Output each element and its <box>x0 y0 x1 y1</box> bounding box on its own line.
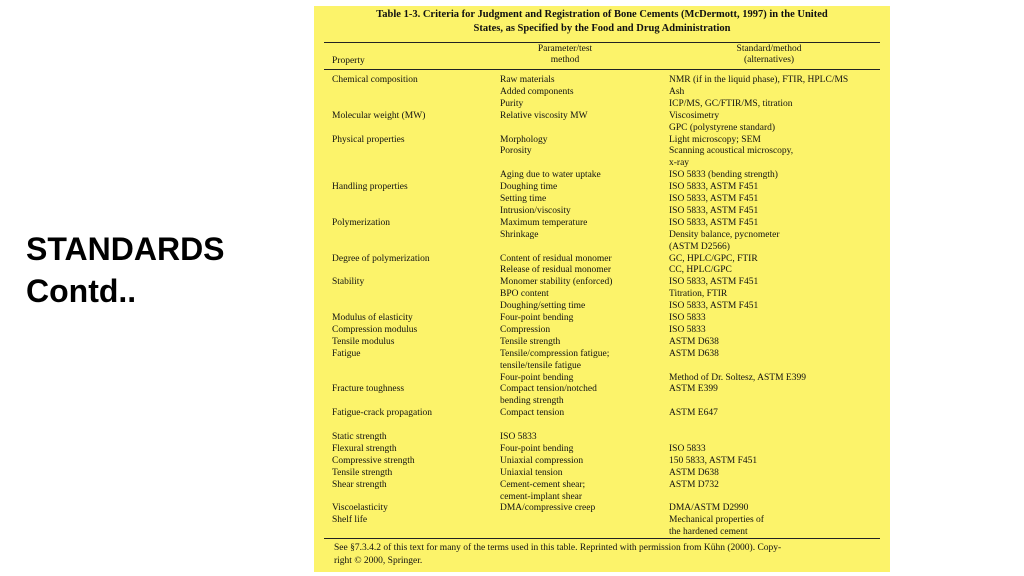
table-row <box>314 467 890 479</box>
cell-parameter: Monomer stability (enforced) <box>500 277 613 288</box>
cell-standard: Mechanical properties of <box>669 515 764 526</box>
table-row <box>314 479 890 491</box>
cell-property: Compressive strength <box>332 455 415 466</box>
cell-parameter: Maximum temperature <box>500 217 588 228</box>
cell-standard: Viscosimetry <box>669 110 720 121</box>
table-row <box>314 193 890 205</box>
cell-property: Flexural strength <box>332 443 397 454</box>
cell-parameter: Compact tension/notched <box>500 384 597 395</box>
cell-parameter: Four-point bending <box>500 313 574 323</box>
cell-standard: ISO 5833, ASTM F451 <box>669 194 759 204</box>
cell-standard: Ash <box>669 86 685 97</box>
table-row <box>314 514 890 526</box>
cell-standard: Light microscopy; SEM <box>669 134 761 145</box>
cell-standard: ASTM E647 <box>669 408 718 419</box>
cell-parameter: Intrusion/viscosity <box>500 205 571 216</box>
cell-standard: Method of Dr. Soltesz, ASTM E399 <box>669 372 806 383</box>
table-row <box>314 383 890 395</box>
table-row <box>314 122 890 134</box>
table-row <box>314 372 890 384</box>
cell-standard: ISO 5833, ASTM F451 <box>669 217 759 228</box>
table-row <box>314 229 890 241</box>
cell-parameter: Porosity <box>500 146 532 157</box>
cell-parameter: Doughing time <box>500 182 558 193</box>
header-parameter <box>500 44 630 66</box>
cell-parameter: Purity <box>500 98 524 109</box>
cell-parameter: Compression <box>500 324 551 335</box>
cell-standard: CC, HPLC/GPC <box>669 265 732 276</box>
cell-standard: ISO 5833 <box>669 324 706 335</box>
cell-standard: ASTM D638 <box>669 467 719 478</box>
cell-standard: ISO 5833 <box>669 443 706 454</box>
cell-parameter: Setting time <box>500 194 547 204</box>
cell-property: Chemical composition <box>332 75 418 85</box>
table-row <box>314 300 890 312</box>
cell-property: Tensile strength <box>332 467 393 478</box>
cell-standard: ISO 5833, ASTM F451 <box>669 301 759 312</box>
table-image-panel <box>314 6 890 572</box>
table-row <box>314 276 890 288</box>
table-row <box>314 110 890 122</box>
cell-property: Molecular weight (MW) <box>332 110 426 121</box>
table-row <box>314 395 890 407</box>
cell-standard: DMA/ASTM D2990 <box>669 503 749 514</box>
cell-standard: ASTM D638 <box>669 348 719 359</box>
table-row <box>314 431 890 443</box>
cell-parameter: Raw materials <box>500 75 555 85</box>
table-row <box>314 443 890 455</box>
cell-property: Handling properties <box>332 182 408 193</box>
slide-title-line-2: Contd.. <box>26 273 137 309</box>
table-caption <box>314 8 890 36</box>
table-row <box>314 312 890 324</box>
cell-property: Polymerization <box>332 217 391 228</box>
cell-standard: Titration, FTIR <box>669 289 728 300</box>
cell-property: Stability <box>332 277 365 288</box>
table-footnote-line-2: right © 2000, Springer. <box>334 556 423 566</box>
table-caption-line-1: Table 1-3. Criteria for Judgment and Registration of Bone Cements (McDermott, 1997) in the United <box>376 9 828 20</box>
cell-parameter: DMA/compressive creep <box>500 503 596 514</box>
table-row <box>314 241 890 253</box>
cell-parameter: Tensile strength <box>500 336 561 347</box>
table-row <box>314 217 890 229</box>
cell-property: Shelf life <box>332 515 368 526</box>
cell-property: Fracture toughness <box>332 384 405 395</box>
table-caption-line-2: States, as Specified by the Food and Drug Administration <box>473 23 731 34</box>
header-standard-line-1: Standard/method <box>736 44 802 54</box>
cell-property: Static strength <box>332 432 387 442</box>
cell-standard: ISO 5833, ASTM F451 <box>669 182 759 193</box>
table-bottom-rule <box>324 538 880 539</box>
table-row <box>314 157 890 169</box>
table-row <box>314 264 890 276</box>
cell-parameter: Content of residual monomer <box>500 253 612 264</box>
cell-parameter: Added components <box>500 86 574 97</box>
header-parameter-line-2: method <box>550 55 580 65</box>
table-row <box>314 526 890 538</box>
cell-standard: ISO 5833, ASTM F451 <box>669 277 759 288</box>
table-row <box>314 502 890 514</box>
cell-property: Physical properties <box>332 134 405 145</box>
cell-standard: the hardened cement <box>669 527 748 538</box>
table-row <box>314 86 890 98</box>
table-row <box>314 360 890 372</box>
cell-standard: Density balance, pycnometer <box>669 229 780 240</box>
cell-parameter: bending strength <box>500 396 564 407</box>
table-row <box>314 181 890 193</box>
cell-standard: ASTM E399 <box>669 384 718 395</box>
table-row <box>314 253 890 265</box>
cell-property: Tensile modulus <box>332 336 395 347</box>
cell-parameter: Release of residual monomer <box>500 265 612 276</box>
cell-standard: ISO 5833 <box>669 313 706 323</box>
table-row <box>314 145 890 157</box>
cell-parameter: Uniaxial tension <box>500 467 563 478</box>
cell-property: Viscoelasticity <box>332 503 388 514</box>
cell-parameter: Tensile/compression fatigue; <box>500 348 610 359</box>
header-parameter-line-1: Parameter/test <box>537 44 593 54</box>
cell-parameter: Cement-cement shear; <box>500 479 586 490</box>
table-row <box>314 134 890 146</box>
table-row <box>314 419 890 431</box>
table-header-rule <box>324 69 880 70</box>
cell-parameter: Four-point bending <box>500 372 574 383</box>
table-row <box>314 348 890 360</box>
cell-property: Fatigue-crack propagation <box>332 408 432 419</box>
cell-standard: Scanning acoustical microscopy, <box>669 146 794 157</box>
table-row <box>314 205 890 217</box>
cell-standard: 150 5833, ASTM F451 <box>669 455 758 466</box>
cell-standard: GC, HPLC/GPC, FTIR <box>669 253 758 264</box>
table-row <box>314 324 890 336</box>
cell-standard: x-ray <box>669 158 690 169</box>
cell-parameter: tensile/tensile fatigue <box>500 360 581 371</box>
cell-standard: ASTM D638 <box>669 336 719 347</box>
table-row <box>314 74 890 86</box>
table-row <box>314 491 890 503</box>
table-row <box>314 98 890 110</box>
table-footnote <box>334 542 874 568</box>
slide-title <box>26 228 225 312</box>
table-row <box>314 407 890 419</box>
table-footnote-line-1: See §7.3.4.2 of this text for many of the terms used in this table. Reprinted with permission from Kühn (2000). Copy- <box>334 543 782 553</box>
cell-parameter: Compact tension <box>500 408 565 419</box>
cell-property: Modulus of elasticity <box>332 313 413 323</box>
cell-parameter: Morphology <box>500 134 548 145</box>
cell-property: Fatigue <box>332 348 361 359</box>
cell-property: Compression modulus <box>332 324 418 335</box>
cell-parameter: Doughing/setting time <box>500 301 586 312</box>
cell-standard: NMR (if in the liquid phase), FTIR, HPLC/MS <box>669 75 849 85</box>
header-standard-line-2: (alternatives) <box>743 55 795 65</box>
cell-parameter: ISO 5833 <box>500 432 537 442</box>
header-property: Property <box>332 56 365 66</box>
cell-standard: ISO 5833, ASTM F451 <box>669 205 759 216</box>
cell-property: Degree of polymerization <box>332 253 430 264</box>
cell-standard: GPC (polystyrene standard) <box>669 122 776 133</box>
cell-standard: (ASTM D2566) <box>669 241 730 252</box>
cell-standard: ASTM D732 <box>669 479 719 490</box>
cell-parameter: cement-implant shear <box>500 491 583 502</box>
header-standard <box>704 44 834 66</box>
cell-standard: ICP/MS, GC/FTIR/MS, titration <box>669 98 793 109</box>
table-row <box>314 336 890 348</box>
cell-parameter: Four-point bending <box>500 443 574 454</box>
table-row <box>314 169 890 181</box>
cell-parameter: Shrinkage <box>500 229 539 240</box>
cell-parameter: Uniaxial compression <box>500 455 584 466</box>
table-top-rule <box>324 42 880 43</box>
table-row <box>314 288 890 300</box>
cell-parameter: BPO content <box>500 289 549 300</box>
cell-standard: ISO 5833 (bending strength) <box>669 170 778 181</box>
table-row <box>314 455 890 467</box>
cell-property: Shear strength <box>332 479 387 490</box>
cell-parameter: Relative viscosity MW <box>500 110 588 121</box>
slide-title-line-1: STANDARDS <box>26 231 225 267</box>
cell-parameter: Aging due to water uptake <box>500 170 601 181</box>
